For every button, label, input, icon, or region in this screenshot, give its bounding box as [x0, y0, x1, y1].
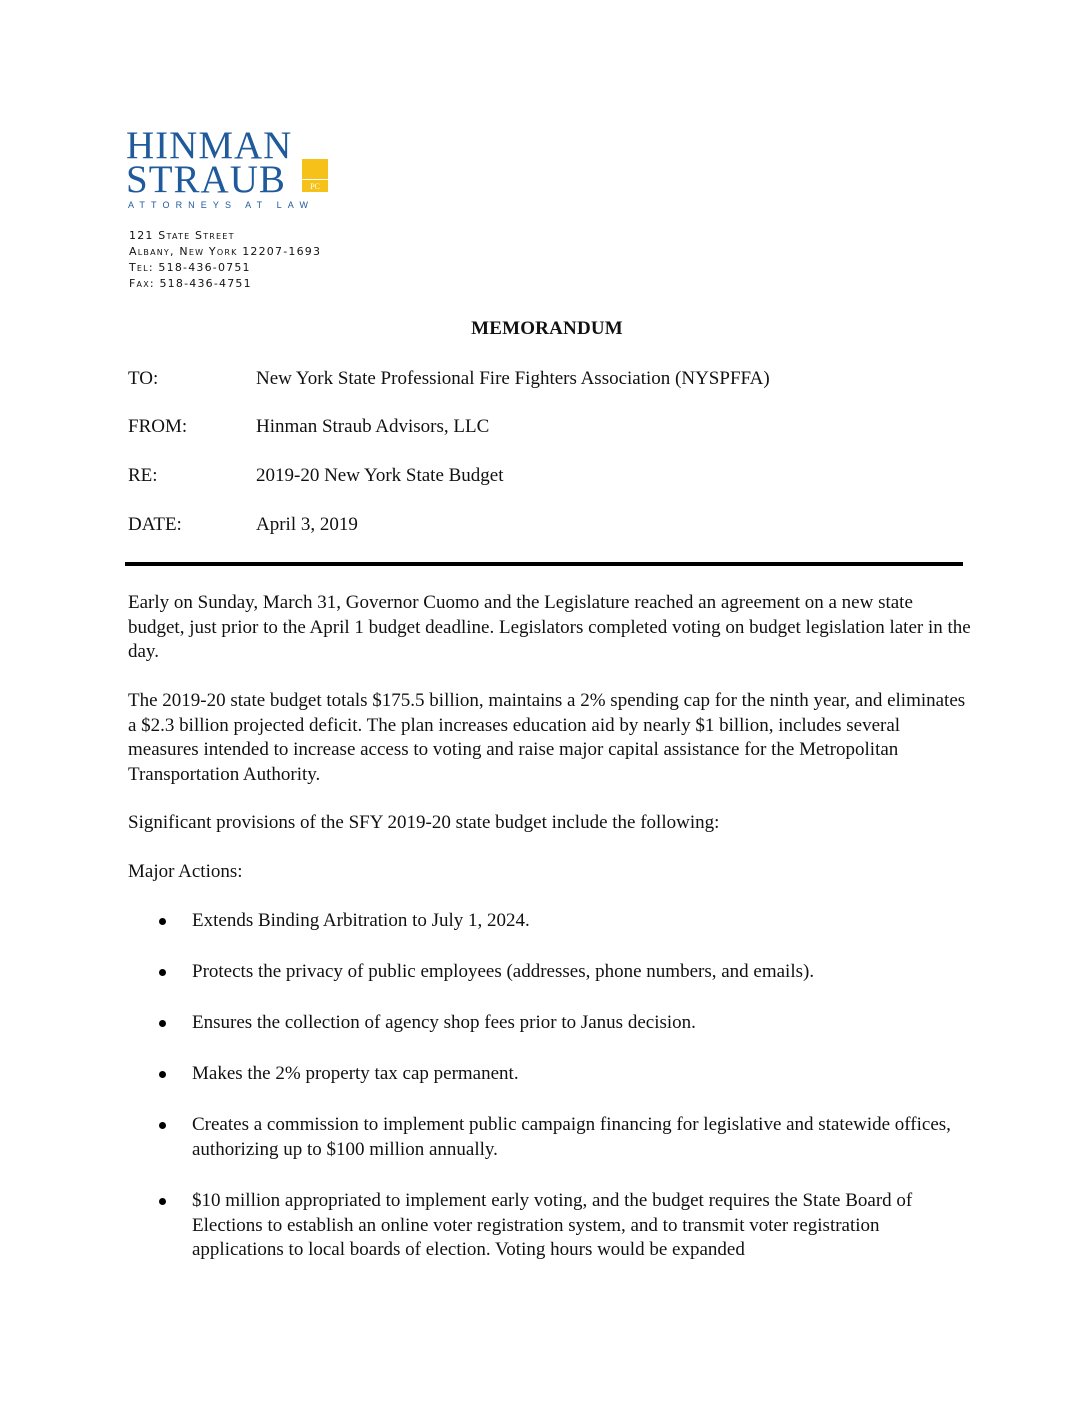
address-city: Albany, New York 12207-1693 [129, 245, 322, 258]
field-value: Hinman Straub Advisors, LLC [256, 416, 490, 437]
bullet-icon [159, 1071, 166, 1078]
bullet-item [192, 909, 952, 934]
bullet-item [192, 1113, 952, 1162]
bullet-item [192, 1189, 952, 1263]
field-value: New York State Professional Fire Fighters Association (NYSPFFA) [256, 368, 770, 389]
body-paragraph: The 2019-20 state budget totals $175.5 billion, maintains a 2% spending cap for the ninth year, and eliminates a $2.3 billion projected deficit. The plan increases education aid by nearly $1 billion, includes several measures intended to increase access to voting and raise major capital assistance for the Metropolitan Transportation Authority. [128, 690, 966, 785]
bullet-item [192, 1062, 952, 1087]
firm-address [129, 228, 321, 292]
bullet-text: Protects the privacy of public employees (addresses, phone numbers, and emails). [192, 961, 815, 982]
bullet-text: Ensures the collection of agency shop fees prior to Janus decision. [192, 1012, 696, 1033]
field-label: TO: [128, 368, 159, 389]
address-street: 121 State Street [129, 229, 235, 242]
bullet-icon [159, 1122, 166, 1129]
memo-title-text: MEMORANDUM [471, 318, 623, 339]
memo-title [0, 318, 1088, 340]
firm-logo [126, 124, 336, 214]
logo-pc-badge [302, 159, 328, 192]
logo-hinman-text: HINMAN [126, 124, 293, 167]
logo-straub-text: STRAUB [126, 158, 286, 201]
header-divider [125, 562, 963, 566]
bullet-text: Extends Binding Arbitration to July 1, 2024. [192, 910, 530, 931]
bullet-text: Creates a commission to implement public campaign financing for legislative and statewide offices, authorizing up to $100 million annually. [192, 1114, 951, 1160]
bullet-text: Makes the 2% property tax cap permanent. [192, 1063, 519, 1084]
field-value: April 3, 2019 [256, 514, 358, 535]
body-paragraph: Early on Sunday, March 31, Governor Cuomo and the Legislature reached an agreement on a new state budget, just prior to the April 1 budget deadline. Legislators completed voting on budget legislation later in the day. [128, 592, 971, 662]
section-heading: Major Actions: [128, 861, 243, 882]
logo-pc-text: PC [310, 182, 320, 191]
bullet-item [192, 960, 952, 985]
bullet-item [192, 1011, 952, 1036]
body-paragraph: Significant provisions of the SFY 2019-20 state budget include the following: [128, 812, 720, 833]
bullet-icon [159, 1198, 166, 1205]
bullet-icon [159, 1020, 166, 1027]
field-label: FROM: [128, 416, 188, 437]
field-label: RE: [128, 465, 158, 486]
bullet-icon [159, 969, 166, 976]
bullet-text: $10 million appropriated to implement early voting, and the budget requires the State Board of Elections to establish an online voter registration system, and to transmit voter registration applications to local boards of election. Voting hours would be expanded [192, 1190, 913, 1260]
field-label: DATE: [128, 514, 182, 535]
bullet-icon [159, 918, 166, 925]
address-fax: Fax: 518-436-4751 [129, 277, 252, 290]
logo-pc-square [302, 159, 328, 180]
field-value: 2019-20 New York State Budget [256, 465, 504, 486]
address-tel: Tel: 518-436-0751 [129, 261, 251, 274]
logo-tagline: ATTORNEYS AT LAW [128, 200, 315, 210]
